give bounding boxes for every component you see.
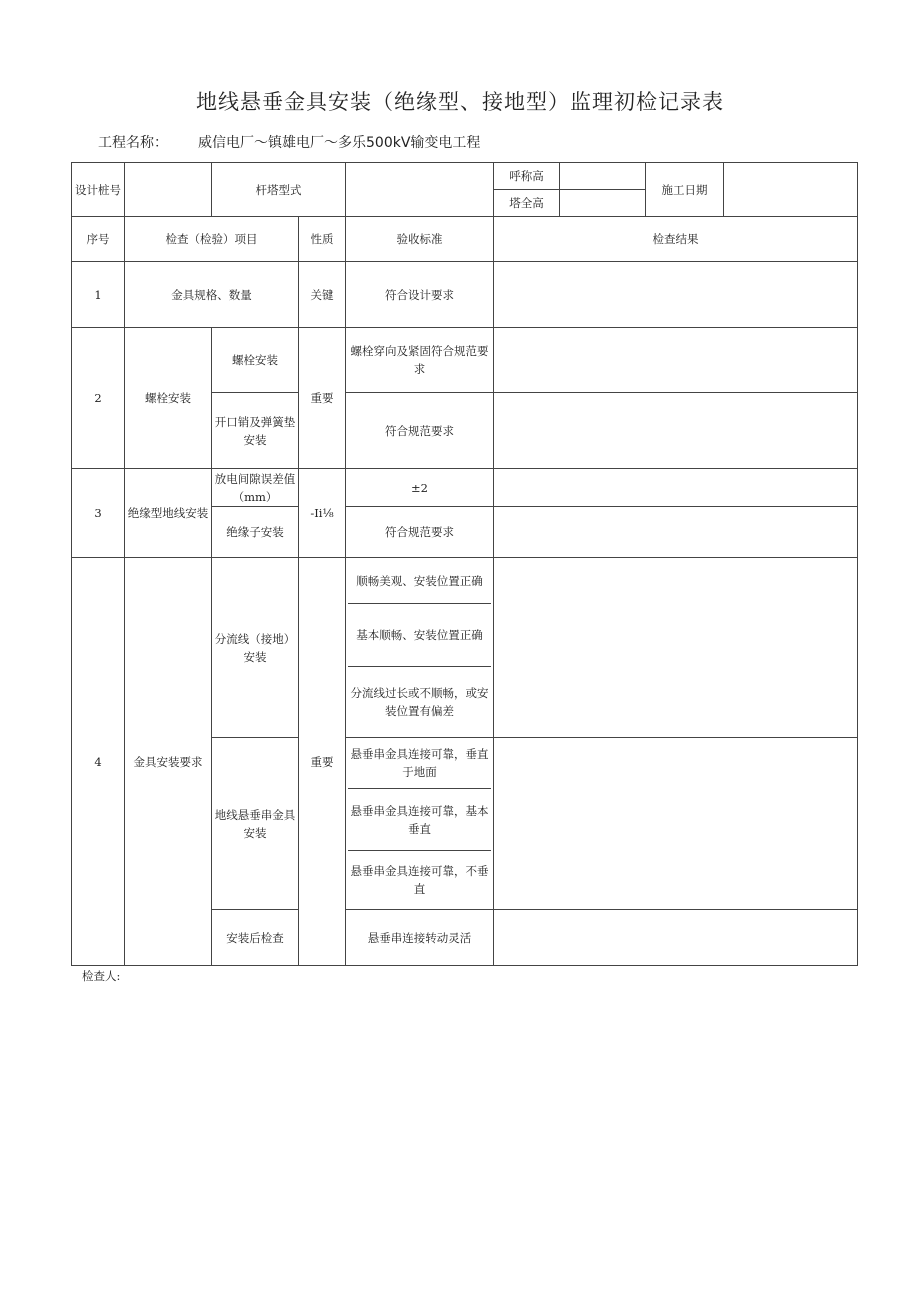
- row3-result-insulator[interactable]: [494, 507, 858, 558]
- row4-standard-shunt-a: 顺畅美观、安装位置正确: [356, 573, 483, 588]
- row4-result-suspension[interactable]: [494, 738, 858, 910]
- design-pile-label: 设计桩号: [72, 163, 125, 217]
- row4-standard-suspension-c: 悬垂串金具连接可靠，不垂直: [348, 851, 491, 909]
- row4-nature: 重要: [299, 558, 346, 966]
- col-nature-header: 性质: [299, 217, 346, 262]
- row4-standard-shunt-b: 基本顺畅、安装位置正确: [348, 604, 491, 667]
- row2-standard-cotter: 符合规范要求: [346, 393, 494, 469]
- tower-type-label: 杆塔型式: [212, 163, 346, 217]
- total-height-label: 塔全高: [494, 190, 560, 217]
- row4-standard-suspension-a: 悬垂串金具连接可靠，垂直于地面: [350, 747, 489, 780]
- row2-nature: 重要: [299, 328, 346, 469]
- row2-standard-bolt: 螺栓穿向及紧固符合规范要求: [346, 328, 494, 393]
- row3-nature: -Ii⅛: [299, 469, 346, 558]
- row2-sub-cotter: 开口销及弹簧垫安装: [212, 393, 299, 469]
- tower-type-value[interactable]: [346, 163, 494, 217]
- row1-standard: 符合设计要求: [346, 262, 494, 328]
- row4-standards-suspension: [346, 738, 494, 910]
- row4-sub-suspension: 地线悬垂串金具安装: [212, 738, 299, 910]
- row3-sub-gap: 放电间隙误差值（mm）: [212, 469, 299, 507]
- col-result-header: 检查结果: [494, 217, 858, 262]
- row1-result[interactable]: [494, 262, 858, 328]
- construction-date-value[interactable]: [724, 163, 858, 217]
- row1-item: 金具规格、数量: [125, 262, 299, 328]
- form-title: 地线悬垂金具安装（绝缘型、接地型）监理初检记录表: [196, 90, 724, 114]
- row4-standard-suspension-b: 悬垂串金具连接可靠，基本垂直: [348, 789, 491, 851]
- row3-no: 3: [72, 469, 125, 558]
- total-height-value[interactable]: [560, 190, 646, 217]
- col-item-header: 检查（检验）项目: [125, 217, 299, 262]
- row1-nature: 关键: [299, 262, 346, 328]
- row3-item: 绝缘型地线安装: [125, 469, 212, 558]
- project-label: 工程名称：: [98, 135, 168, 151]
- row4-standard-post-check: 悬垂串连接转动灵活: [346, 910, 494, 966]
- inspection-record-table: [71, 162, 858, 966]
- inspector-label: 检查人:: [82, 969, 121, 983]
- row2-sub-bolt: 螺栓安装: [212, 328, 299, 393]
- row4-result-post-check[interactable]: [494, 910, 858, 966]
- col-standard-header: 验收标准: [346, 217, 494, 262]
- row4-no: 4: [72, 558, 125, 966]
- row4-sub-shunt: 分流线（接地）安装: [212, 558, 299, 738]
- row4-result-shunt[interactable]: [494, 558, 858, 738]
- row2-no: 2: [72, 328, 125, 469]
- design-pile-value[interactable]: [125, 163, 212, 217]
- row2-result-bolt[interactable]: [494, 328, 858, 393]
- row4-sub-post-check: 安装后检查: [212, 910, 299, 966]
- nominal-height-value[interactable]: [560, 163, 646, 190]
- construction-date-label: 施工日期: [646, 163, 724, 217]
- nominal-height-label: 呼称高: [494, 163, 560, 190]
- row1-no: 1: [72, 262, 125, 328]
- row3-standard-insulator: 符合规范要求: [346, 507, 494, 558]
- col-no-header: 序号: [72, 217, 125, 262]
- row3-standard-gap: ±2: [346, 469, 494, 507]
- project-name: 威信电厂～镇雄电厂～多乐500kV输变电工程: [198, 135, 481, 151]
- row4-standards-shunt: [346, 558, 494, 738]
- row3-sub-insulator: 绝缘子安装: [212, 507, 299, 558]
- row2-item: 螺栓安装: [125, 328, 212, 469]
- row4-standard-shunt-c: 分流线过长或不顺畅，或安装位置有偏差: [348, 667, 491, 737]
- row2-result-cotter[interactable]: [494, 393, 858, 469]
- row4-item: 金具安装要求: [125, 558, 212, 966]
- project-line: [98, 132, 480, 152]
- row3-result-gap[interactable]: [494, 469, 858, 507]
